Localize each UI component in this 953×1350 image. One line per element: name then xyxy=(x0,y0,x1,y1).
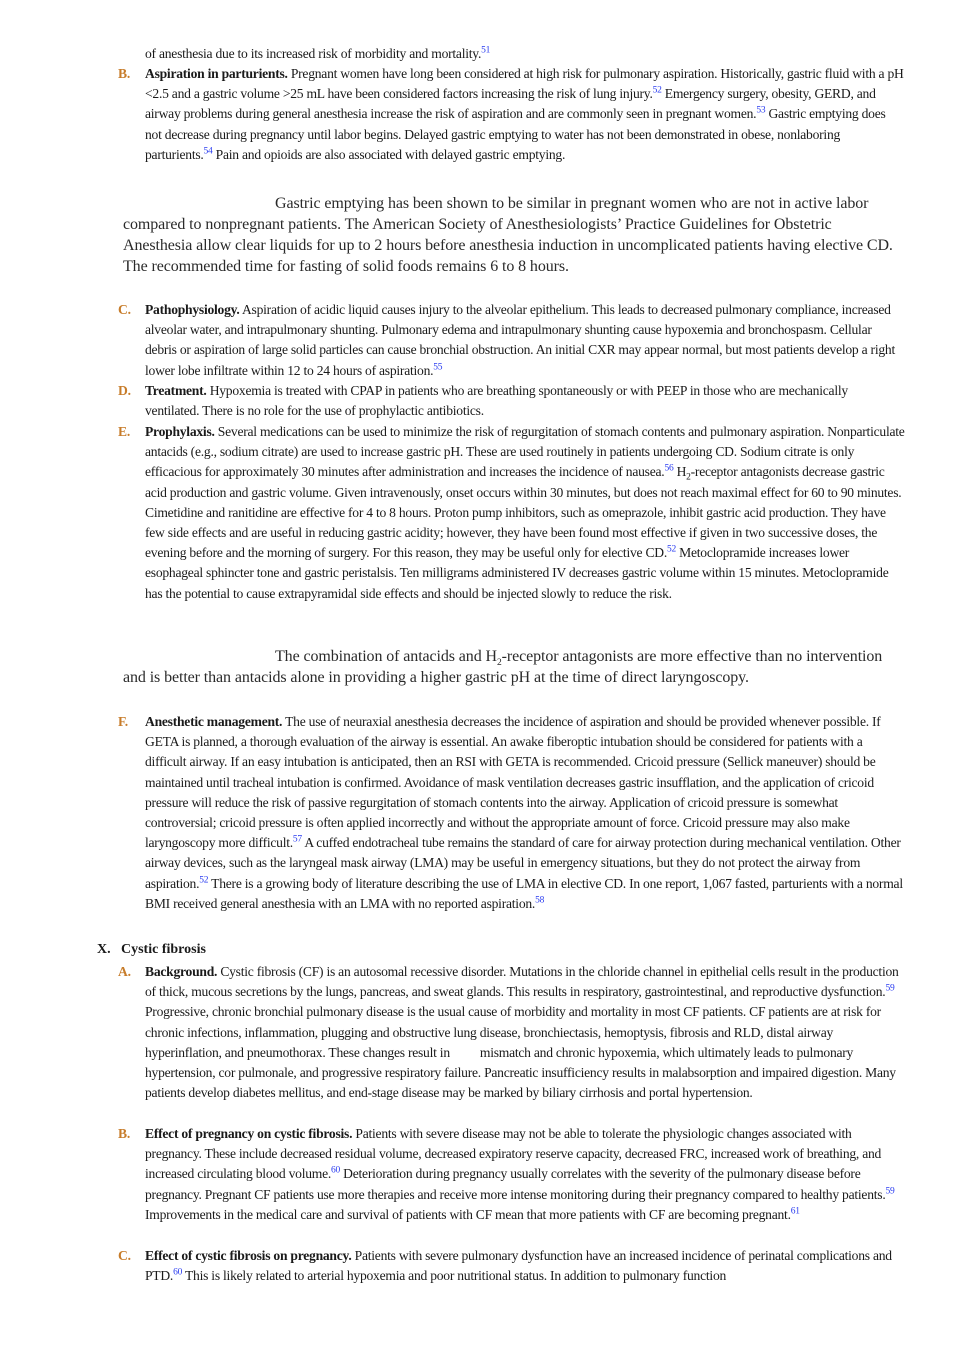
subscript: 2 xyxy=(496,658,502,669)
body-text: Patients with severe disease may not be able to tolerate the physiologic changes associated with pregnancy. These include decreased residual volume, decreased expiratory reserve capacity, decreased FRC, increased work of breathing, and increased circulating blood volume. xyxy=(145,1126,882,1182)
body-text: Cystic fibrosis (CF) is an autosomal recessive disorder. Mutations in the chloride channel in epithelial cells result in the production of thick, mucous secretions by the lungs, pancreas, and sweat glands. This results in respiratory, gastrointestinal, and reproductive dysfunction. xyxy=(145,964,899,1000)
body-text: Aspiration of acidic liquid causes injury to the alveolar epithelium. This leads to decreased pulmonary compliance, increased alveolar water, and intrapulmonary shunting. Pulmonary edema and intrapulmonary shunting cause hypoxemia and bronchospasm. Cellular debris or aspiration of large solid particles can cause bronchial obstruction. An initial CXR may appear normal, but most patients develop a right lower lobe infiltrate within 12 to 24 hours of aspiration. xyxy=(145,302,895,378)
section-title: Treatment. xyxy=(145,383,207,398)
section-letter: B. xyxy=(118,66,130,81)
citation-ref[interactable]: 52 xyxy=(199,875,209,886)
body-text: Emergency surgery, obesity, GERD, and airway problems during general anesthesia increase the risk of aspiration and are commonly seen in pregnant women. xyxy=(145,86,876,122)
body-text: -receptor antagonists decrease gastric acid production and gastric volume. Given intravenously, onset occurs within 30 minutes, but does not reach maximal effect for 60 to 90 minutes. Cimetidine and ranitidine are effective for 4 to 8 hours. Proton pump inhibitors, such as omeprazole, inhibit gastric acid production. They have few side effects and are useful in reducing gastric acidity; however, they have been found most effective if given in two successive doses, the evening before and the morning of surgery. For this reason, they may be useful only for elective CD. xyxy=(145,464,902,561)
body-text: The use of neuraxial anesthesia decreases the incidence of aspiration and should be provided whenever possible. If GETA is planned, a thorough evaluation of the airway is essential. An awake fiberoptic intubation should be considered for patients with a difficult airway. If an easy intubation is anticipated, then an RSI with GETA is recommended. Cricoid pressure (Sellick maneuver) should be maintained until tracheal intubation is confirmed. Avoidance of mask ventilation decreases gastric insufflation, and the application of cricoid pressure will reduce the risk of passive regurgitation of stomach contents into the airway. Application of cricoid pressure is somewhat controversial; cricoid pressure is often applied incorrectly and without the appropriate amount of force. Cricoid pressure may also make laryngoscopy more difficult. xyxy=(145,714,881,851)
section-letter: E. xyxy=(118,424,130,439)
heading-numeral: X. xyxy=(97,942,111,957)
citation-ref[interactable]: 61 xyxy=(790,1206,800,1217)
body-text: Progressive, chronic bronchial pulmonary disease is the usual cause of morbidity and mortality in most CF patients. CF patients are at risk for chronic infections, inflammation, plugging and obstructive lung disease, bronchiectasis, hemoptysis, fibrosis and RLD, distal airway hyperinflation, and pneumothorax. These changes result in xyxy=(145,1004,881,1060)
citation-ref[interactable]: 55 xyxy=(433,362,443,373)
section-c-pathophysiology xyxy=(118,300,905,381)
body-text: There is a growing body of literature describing the use of LMA in elective CD. In one report, 1,067 fasted, parturients with a normal BMI received general anesthesia with an LMA with no reported aspiration. xyxy=(145,875,903,911)
body-text: Deterioration during pregnancy usually correlates with the severity of the pulmonary disease before pregnancy. Pregnant CF patients use more therapies and receive more intense monitoring during their pregnancy compared to healthy patients. xyxy=(145,1166,886,1202)
key-point-callout xyxy=(123,193,893,277)
citation-ref[interactable]: 59 xyxy=(885,983,895,994)
cf-section-c-effect-on-pregnancy xyxy=(118,1246,905,1286)
body-text: Pregnant women have long been considered at high risk for pulmonary aspiration. Historically, gastric fluid with a pH <2.5 and a gastric volume >25 mL have been considered factors increasing the risk of lung injury. xyxy=(145,66,904,102)
section-letter: A. xyxy=(118,964,131,979)
section-title: Prophylaxis. xyxy=(145,424,215,439)
section-title: Background. xyxy=(145,964,218,979)
heading-title: Cystic fibrosis xyxy=(121,942,206,957)
callout-text: -receptor antagonists are more effective than no intervention and is better than antacids alone in providing a higher gastric pH at the time of direct laryngoscopy. xyxy=(123,648,883,686)
intro-text: of anesthesia due to its increased risk of morbidity and mortality. xyxy=(145,46,482,61)
body-text: H xyxy=(673,464,687,480)
citation-ref[interactable]: 60 xyxy=(173,1267,183,1278)
section-letter: D. xyxy=(118,383,131,398)
body-text: Patients with severe pulmonary dysfunction have an increased incidence of perinatal complications and PTD. xyxy=(145,1248,892,1284)
section-d-treatment xyxy=(118,381,905,421)
body-text: Several medications can be used to minimize the risk of regurgitation of stomach contents and pulmonary aspiration. Nonparticulate antacids (e.g., sodium citrate) are used to increase gastric pH. These are used routinely in patients undergoing CD. Sodium citrate is only efficacious for approximately 30 minutes after administration and increases the incidence of nausea. xyxy=(145,424,905,480)
callout-text: The combination of antacids and H xyxy=(275,648,497,665)
citation-ref[interactable]: 60 xyxy=(331,1165,341,1176)
section-title: Pathophysiology. xyxy=(145,302,240,317)
section-b-aspiration xyxy=(118,64,905,165)
body-text: Improvements in the medical care and survival of patients with CF mean that more patients with CF are becoming pregnant. xyxy=(145,1206,791,1222)
section-title: Effect of cystic fibrosis on pregnancy. xyxy=(145,1248,352,1263)
citation-ref[interactable]: 56 xyxy=(664,463,674,474)
citation-ref[interactable]: 59 xyxy=(885,1186,895,1197)
section-letter: B. xyxy=(118,1126,130,1141)
section-e-prophylaxis xyxy=(118,422,905,604)
intro-paragraph xyxy=(145,44,905,64)
citation-ref[interactable]: 57 xyxy=(292,834,302,845)
subscript: 2 xyxy=(686,473,691,484)
body-text: Pain and opioids are also associated with delayed gastric emptying. xyxy=(212,146,566,162)
section-letter: C. xyxy=(118,1248,131,1263)
section-letter: F. xyxy=(118,714,128,729)
section-letter: C. xyxy=(118,302,131,317)
callout-text: Gastric emptying has been shown to be similar in pregnant women who are not in active labor compared to nonpregnant patients. The American Society of Anesthesiologists’ Practice Guidelines for Obstetric Anesthesia allow clear liquids for up to 2 hours before anesthesia induction in uncomplicated patients having elective CD. The recommended time for fasting of solid foods remains 6 to 8 hours. xyxy=(123,195,893,275)
section-heading-cystic-fibrosis xyxy=(97,942,206,958)
section-title: Aspiration in parturients. xyxy=(145,66,288,81)
citation-ref[interactable]: 53 xyxy=(756,105,766,116)
citation-ref[interactable]: 54 xyxy=(203,146,213,157)
citation-ref[interactable]: 58 xyxy=(535,895,545,906)
body-text: mismatch and chronic hypoxemia, which ultimately leads to pulmonary hypertension, cor pulmonale, and progressive respiratory failure. Pancreatic insufficiency results in malabsorption and impaired digestion. Many patients develop diabetes mellitus, and end-stage disease may be marked by biliary cirrhosis and portal hypertension. xyxy=(145,1044,896,1101)
section-f-anesthetic-management xyxy=(118,712,905,914)
body-text: This is likely related to arterial hypoxemia and poor nutritional status. In addition to pulmonary function xyxy=(182,1268,727,1284)
cf-section-b-effect-of-pregnancy xyxy=(118,1124,905,1225)
body-text: Gastric emptying does not decrease during pregnancy until labor begins. Delayed gastric emptying to water has not been demonstrated in obese, nonlaboring parturients. xyxy=(145,106,886,162)
section-title: Effect of pregnancy on cystic fibrosis. xyxy=(145,1126,353,1141)
section-title: Anesthetic management. xyxy=(145,714,283,729)
key-point-callout xyxy=(123,646,893,688)
cf-section-a-background xyxy=(118,962,905,1103)
body-text: A cuffed endotracheal tube remains the standard of care for airway protection during mechanical ventilation. Other airway devices, such as the laryngeal mask airway (LMA) may be useful in emergency situations, but they do not protect the airway from aspiration. xyxy=(145,835,901,891)
body-text: Hypoxemia is treated with CPAP in patients who are breathing spontaneously or with PEEP in those who are mechanically ventilated. There is no role for the use of prophylactic antibiotics. xyxy=(145,383,848,419)
citation-ref[interactable]: 52 xyxy=(667,544,677,555)
citation-ref[interactable]: 51 xyxy=(481,45,491,56)
body-text: Metoclopramide increases lower esophageal sphincter tone and gastric peristalsis. Ten milligrams administered IV decreases gastric volume within 15 minutes. Metoclopramide has the potential to cause extrapyramidal side effects and should be injected slowly to reduce the risk. xyxy=(145,545,889,601)
citation-ref[interactable]: 52 xyxy=(652,85,662,96)
